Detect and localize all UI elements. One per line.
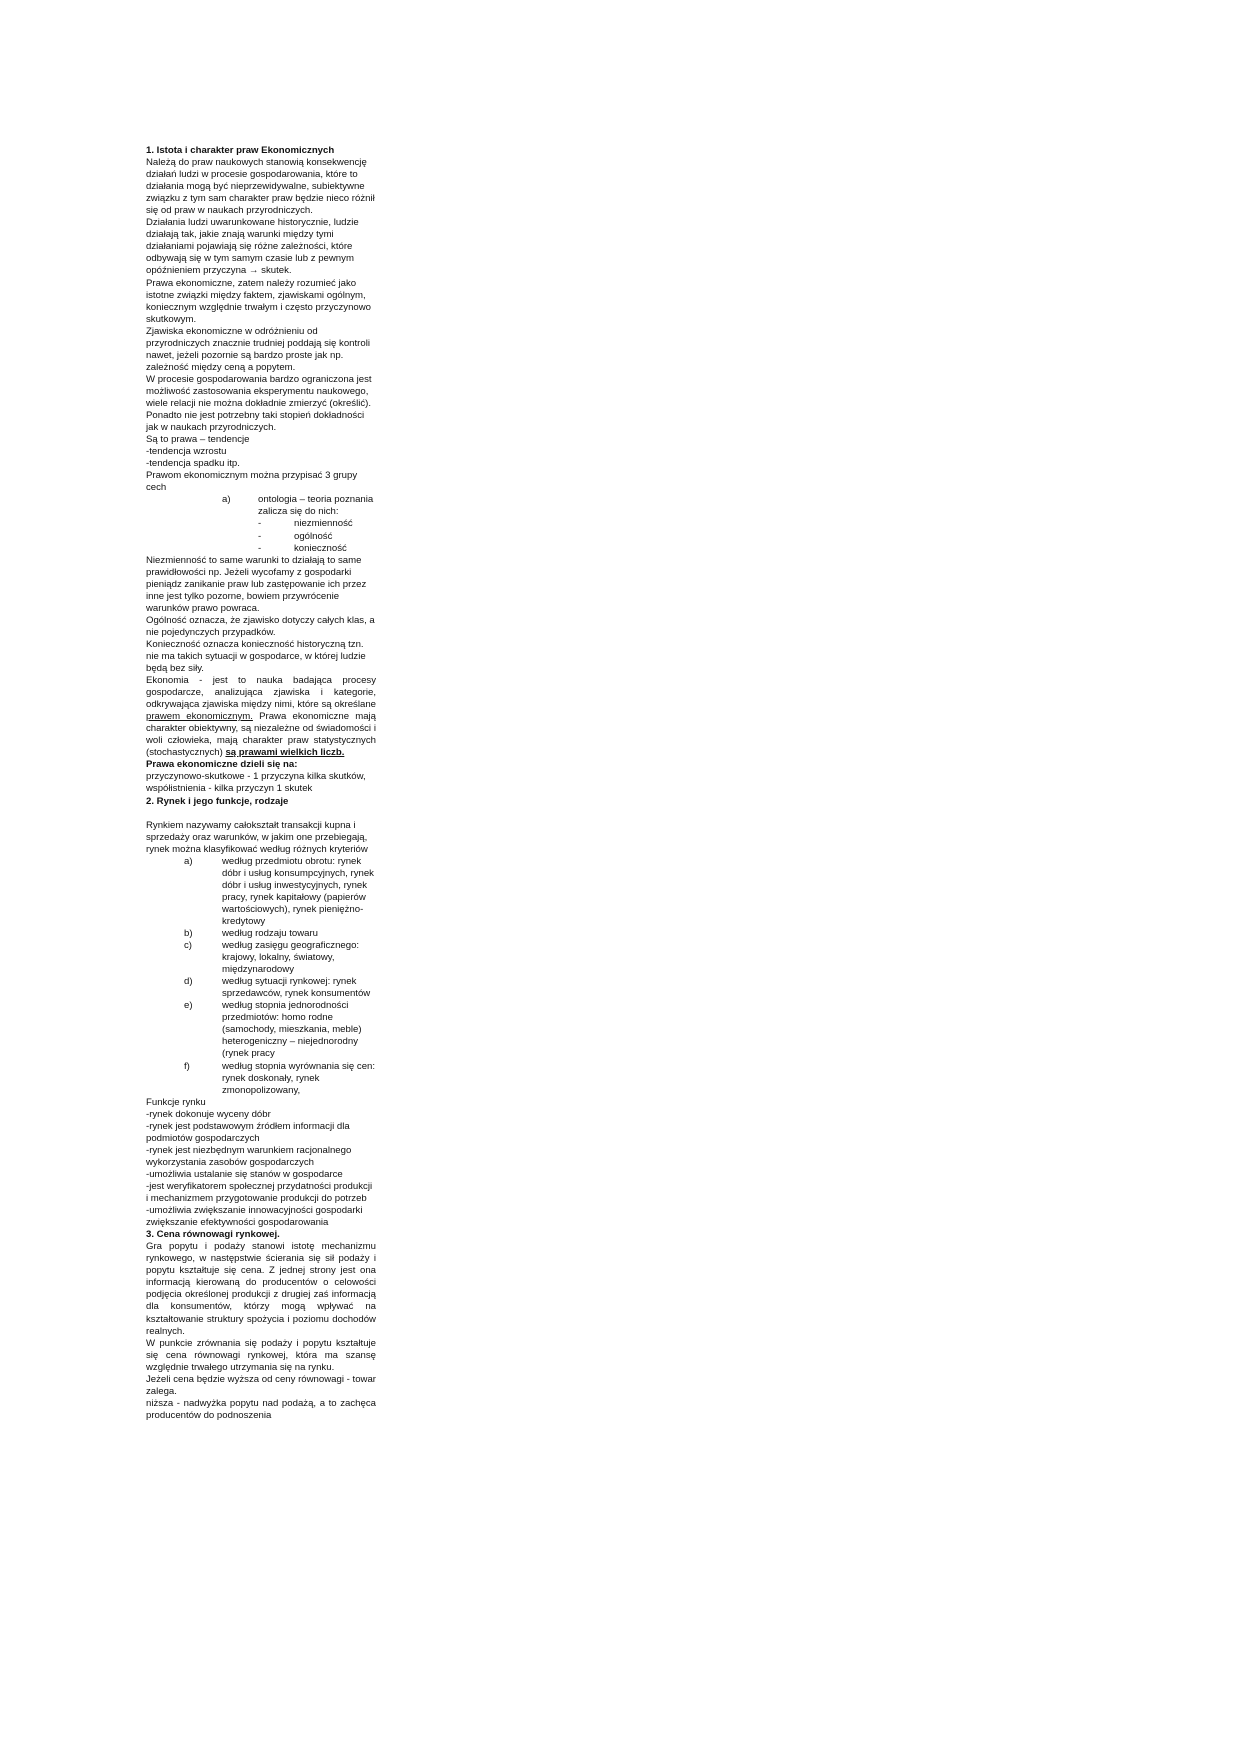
paragraph: Są to prawa – tendencje (146, 434, 250, 446)
list-item (146, 976, 376, 1000)
paragraph: Należą do praw naukowych stanowią konsekwencję działań ludzi w procesie gospodarowania, które to działania mogą być nieprzewidywalne, subiektywne związku z tym sam charakter praw będzie nieco różnił się od praw w naukach przyrodniczych. (146, 157, 375, 217)
paragraph: Działania ludzi uwarunkowane historycznie, ludzie działają tak, jakie znają warunki między tymi działaniami pojawiają się różne zależności, które odbywają się w tym samym czasie lub z pewnym opóźnieniem przyczyna → skutek. (146, 217, 359, 277)
paragraph: przyczynowo-skutkowe - 1 przyczyna kilka skutków, (146, 771, 366, 783)
paragraph: Konieczność oznacza konieczność historyczną tzn. nie ma takich sytuacji w gospodarce, w której ludzie będą bez siły. (146, 638, 366, 675)
function-item: -rynek jest niezbędnym warunkiem racjonalnego wykorzystania zasobów gospodarczych (146, 1144, 352, 1168)
list-marker: d) (184, 976, 193, 988)
list-marker: b) (184, 928, 193, 939)
underlined-term: prawem ekonomicznym. (146, 711, 253, 723)
section-2-heading: 2. Rynek i jego funkcje, rodzaje (146, 795, 289, 807)
paragraph: Rynkiem nazywamy całokształt transakcji kupna i sprzedaży oraz warunków, w jakim one przebiegają, rynek można klasyfikować według różnych kryteriów (146, 819, 368, 855)
list-item (146, 1061, 376, 1097)
trait-text: ogólność (294, 530, 333, 542)
list-item-text: według zasięgu geograficznego: krajowy, lokalny, światowy, międzynarodowy (222, 940, 360, 976)
dash-marker: - (258, 542, 262, 554)
paragraph: Zjawiska ekonomiczne w odróżnieniu od przyrodniczych znacznie trudniej poddają się kontroli nawet, jeżeli pozornie są bardzo proste jak np. zależność między ceną a popytem. (146, 325, 370, 373)
trait-item (146, 531, 376, 543)
function-item: -jest weryfikatorem społecznej przydatności produkcji i mechanizmem przygotowanie produkcji do potrzeb (146, 1180, 373, 1205)
trait-item (146, 518, 376, 530)
trait-item (146, 543, 376, 555)
paragraph-bold: Prawa ekonomiczne dzieli się na: (146, 759, 298, 771)
list-item-text: według rodzaju towaru (222, 928, 318, 939)
list-item (146, 494, 376, 518)
text-run: Prawa ekonomiczne mają charakter obiektywny, są niezależne od świadomości i woli człowieka, mają charakter praw statystycznych (stochastycznych) (146, 711, 376, 759)
paragraph: -tendencja spadku itp. (146, 458, 240, 470)
paragraph: Ogólność oznacza, że zjawisko dotyczy całych klas, a nie pojedynczych przypadków. (146, 614, 375, 638)
list-marker: a) (184, 855, 193, 867)
list-marker: f) (184, 1060, 190, 1072)
list-item (146, 928, 376, 940)
paragraph: współistnienia - kilka przyczyn 1 skutek (146, 783, 313, 795)
section-1-heading: 1. Istota i charakter praw Ekonomicznych (146, 145, 335, 156)
paragraph: niższa - nadwyżka popytu nad podażą, a to zachęca producentów do podnoszenia (146, 1397, 376, 1421)
paragraph: W procesie gospodarowania bardzo ograniczona jest możliwość zastosowania eksperymentu naukowego, wiele relacji nie można dokładnie zmierzyć (określić). Ponadto nie jest potrzebny taki stopień dokładności jak w naukach przyrodniczych. (146, 373, 372, 434)
list-marker: a) (222, 494, 231, 506)
paragraph-economics (146, 675, 376, 759)
trait-text: konieczność (294, 542, 347, 554)
spacer (146, 808, 376, 820)
underlined-term: są prawami wielkich liczb. (225, 747, 345, 759)
paragraph: Jeżeli cena będzie wyższa od ceny równowagi - towar zalega. (146, 1373, 376, 1397)
list-item-text: ontologia – teoria poznania zalicza się do nich: (258, 494, 374, 518)
function-item: -umożliwia ustalanie się stanów w gospodarce (146, 1168, 343, 1180)
trait-text: niezmienność (294, 518, 353, 530)
document-page (146, 145, 376, 1422)
function-item: -rynek dokonuje wyceny dóbr (146, 1108, 271, 1120)
list-item (146, 940, 376, 976)
text-run: Ekonomia - jest to nauka badająca procesy gospodarcze, analizująca zjawiska i kategorie, odkrywająca zjawiska między nimi, które są określane (146, 675, 376, 711)
function-item: -umożliwia zwiększanie innowacyjności gospodarki zwiększanie efektywności gospodarowania (146, 1205, 363, 1229)
functions-title: Funkcje rynku (146, 1096, 206, 1108)
paragraph: Prawa ekonomiczne, zatem należy rozumieć jako istotne związki między faktem, zjawiskami ogólnym, koniecznym względnie trwałym i często przyczynowo skutkowym. (146, 277, 371, 325)
list-item-text: według stopnia wyrównania się cen: rynek doskonały, rynek zmonopolizowany, (222, 1060, 376, 1096)
list-marker: c) (184, 940, 192, 952)
list-marker: e) (184, 1000, 193, 1012)
paragraph: Niezmienność to same warunki to działają to same prawidłowości np. Jeżeli wycofamy z gospodarki pieniądz zanikanie praw lub zastępowanie ich przez inne jest tylko pozorne, bowiem przywrócenie warunków prawo powraca. (146, 554, 367, 614)
list-item-text: według stopnia jednorodności przedmiotów: homo rodne (samochody, mieszkania, meble) heterogeniczny – niejednorodny (rynek pracy (222, 1000, 362, 1060)
dash-marker: - (258, 518, 262, 530)
list-item-text: według przedmiotu obrotu: rynek dóbr i usług konsumpcyjnych, rynek dóbr i usług inwestycyjnych, rynek pracy, rynek kapitałowy (papierów wartościowych), rynek pieniężno-kredytowy (222, 855, 374, 927)
list-item (146, 856, 376, 928)
paragraph: Prawom ekonomicznym można przypisać 3 grupy cech (146, 470, 358, 494)
list-item-text: według sytuacji rynkowej: rynek sprzedawców, rynek konsumentów (222, 976, 371, 1000)
paragraph: W punkcie zrównania się podaży i popytu kształtuje się cena równowagi rynkowej, która ma szansę względnie trwałego utrzymania się na rynku. (146, 1337, 376, 1373)
paragraph: -tendencja wzrostu (146, 446, 227, 458)
dash-marker: - (258, 530, 262, 542)
function-item: -rynek jest podstawowym źródłem informacji dla podmiotów gospodarczych (146, 1120, 350, 1144)
section-3-heading: 3. Cena równowagi rynkowej. (146, 1229, 280, 1241)
list-item (146, 1000, 376, 1060)
paragraph: Gra popytu i podaży stanowi istotę mechanizmu rynkowego, w następstwie ścierania się sił podaży i popytu kształtuje się cena. Z jednej strony jest ona informacją kierowaną do producentów o celowości podjęcia określonej produkcji z drugiej zaś informacją dla konsumentów, którzy mogą wpływać na kształtowanie struktury spożycia i poziomu dochodów realnych. (146, 1241, 376, 1337)
